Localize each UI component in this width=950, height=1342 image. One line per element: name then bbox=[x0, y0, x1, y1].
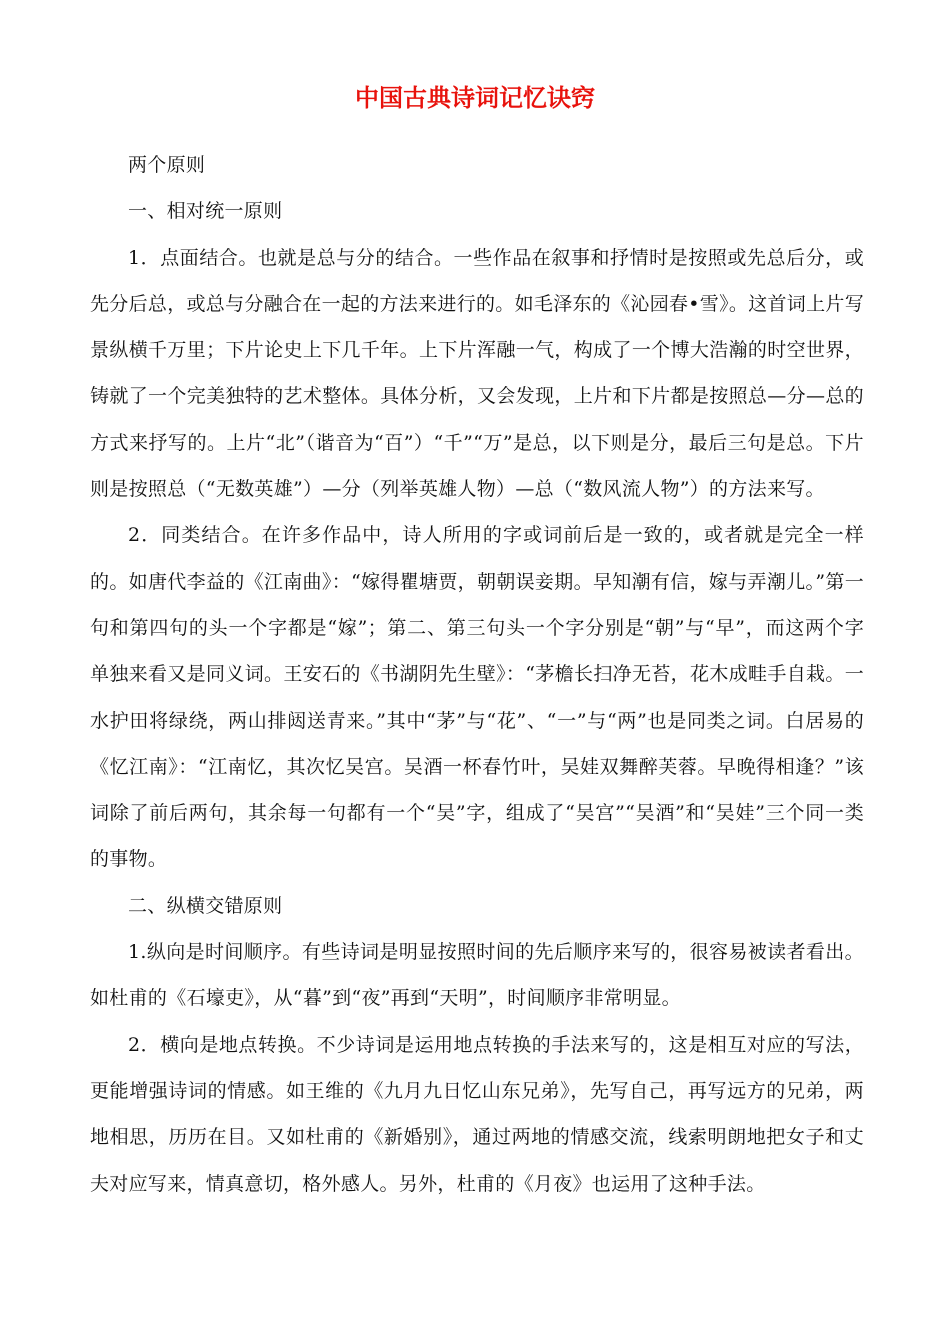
section-2-paragraph-1: 1.纵向是时间顺序。有些诗词是明显按照时间的先后顺序来写的，很容易被读者看出。如杜甫的《石壕吏》，从“暮”到“夜”再到“天明”，时间顺序非常明显。 bbox=[90, 941, 864, 1010]
section-2-paragraph-2: 2．横向是地点转换。不少诗词是运用地点转换的手法来写的，这是相互对应的写法，更能增强诗词的情感。如王维的《九月九日忆山东兄弟》，先写自己，再写远方的兄弟，两地相思，历历在目。又如杜甫的《新婚别》，通过两地的情感交流，线索明朗地把女子和丈夫对应写来，情真意切，格外感人。另外，杜甫的《月夜》也运用了这种手法。 bbox=[90, 1033, 864, 1195]
main-heading: 两个原则 bbox=[128, 154, 206, 176]
section-2-heading: 二、纵横交错原则 bbox=[128, 894, 283, 917]
section-1-paragraph-2: 2．同类结合。在许多作品中，诗人所用的字或词前后是一致的，或者就是完全一样的。如唐代李益的《江南曲》：“嫁得瞿塘贾，朝朝误妾期。早知潮有信，嫁与弄潮儿。”第一句和第四句的头一个字都是“嫁”；第二、第三句头一个字分别是“朝”与“早”，而这两个字单独来看又是同义词。王安石的《书湖阴先生壁》：“茅檐长扫净无苔，花木成畦手自栽。一水护田将绿绕，两山排闼送青来。”其中“茅”与“花”、“一”与“两”也是同类之词。白居易的《忆江南》：“江南忆，其次忆吴宫。吴酒一杯春竹叶，吴娃双舞醉芙蓉。早晚得相逢？”该词除了前后两句，其余每一句都有一个“吴”字，组成了“吴宫”“吴酒”和“吴娃”三个同一类的事物。 bbox=[90, 524, 864, 871]
section-1-heading: 一、相对统一原则 bbox=[128, 200, 283, 223]
document-body bbox=[90, 142, 864, 1207]
section-1-paragraph-1: 1．点面结合。也就是总与分的结合。一些作品在叙事和抒情时是按照或先总后分，或先分后总，或总与分融合在一起的方法来进行的。如毛泽东的《沁园春•雪》。这首词上片写景纵横千万里；下片论史上下几千年。上下片浑融一气，构成了一个博大浩瀚的时空世界，铸就了一个完美独特的艺术整体。具体分析，又会发现，上片和下片都是按照总—分—总的方式来抒写的。上片“北”（谐音为“百”）“千”“万”是总，以下则是分，最后三句是总。下片则是按照总（“无数英雄”）—分（列举英雄人物）—总（“数风流人物”）的方法来写。 bbox=[90, 246, 865, 501]
document-title: 中国古典诗词记忆诀窍 bbox=[355, 83, 595, 112]
